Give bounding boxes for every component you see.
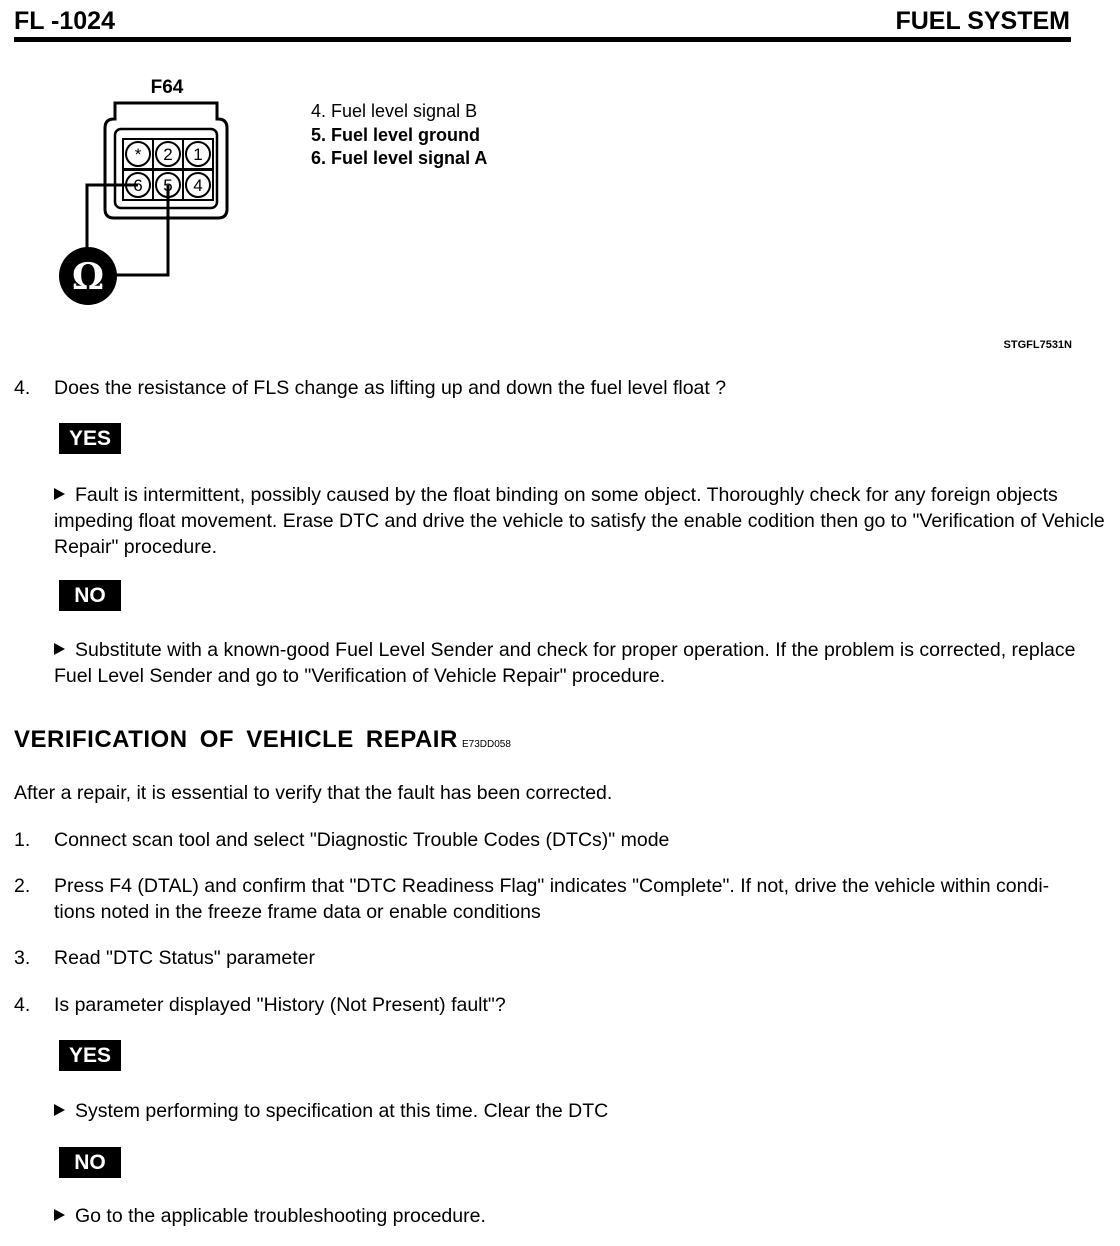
figure-id: STGFL7531N bbox=[1003, 339, 1072, 351]
pin-label: 2 bbox=[163, 145, 173, 164]
no-badge: NO bbox=[59, 580, 121, 611]
no-badge: NO bbox=[59, 1147, 121, 1178]
no-result bbox=[54, 1203, 1106, 1229]
pin-label: 6 bbox=[133, 176, 143, 195]
play-arrow-icon bbox=[54, 1209, 65, 1221]
section-heading: VERIFICATION OF VEHICLE REPAIR bbox=[14, 726, 458, 753]
step-number: 4. bbox=[14, 994, 31, 1016]
step-number: 1. bbox=[14, 829, 31, 851]
step-text: Read "DTC Status" parameter bbox=[54, 947, 315, 969]
section-code: E73DD058 bbox=[462, 739, 511, 750]
pin-label: 1 bbox=[193, 145, 203, 164]
step-number: 2. bbox=[14, 875, 31, 897]
legend-item: 5. Fuel level ground bbox=[311, 125, 481, 145]
no-result-text: Go to the applicable troubleshooting procedure. bbox=[75, 1205, 486, 1227]
yes-result-text: System performing to specification at this time. Clear the DTC bbox=[75, 1100, 609, 1122]
step-number: 3. bbox=[14, 947, 31, 969]
ohm-symbol: Ω bbox=[71, 256, 105, 298]
section-intro: After a repair, it is essential to verify that the fault has been corrected. bbox=[14, 782, 613, 804]
step-text: Connect scan tool and select "Diagnostic Trouble Codes (DTCs)" mode bbox=[54, 829, 670, 851]
yes-badge: YES bbox=[59, 1040, 121, 1071]
step-text: Press F4 (DTAL) and confirm that "DTC Readiness Flag" indicates "Complete". If not, drive the vehicle within condi-tions noted in the freeze frame data or enable conditions bbox=[54, 875, 1050, 923]
yes-badge: YES bbox=[59, 423, 121, 454]
step-number: 4. bbox=[14, 377, 31, 399]
connector-id: F64 bbox=[150, 77, 184, 98]
header-rule bbox=[14, 37, 1071, 42]
step-question: Does the resistance of FLS change as lifting up and down the fuel level float ? bbox=[54, 377, 727, 399]
yes-result bbox=[54, 1098, 1106, 1124]
play-arrow-icon bbox=[54, 643, 65, 655]
yes-result-text: Fault is intermittent, possibly caused by the float binding on some object. Thoroughly check for any foreign objects impeding float movement. Erase DTC and drive the vehicle to satisfy the enable codition then go to "Verification of Vehicle Repair" procedure. bbox=[54, 484, 1105, 558]
play-arrow-icon bbox=[54, 1104, 65, 1116]
pin-label: * bbox=[134, 145, 142, 164]
legend-item: 6. Fuel level signal A bbox=[311, 148, 488, 168]
step-text: Is parameter displayed "History (Not Present) fault"? bbox=[54, 994, 506, 1016]
page-number: FL -1024 bbox=[14, 7, 115, 35]
play-arrow-icon bbox=[54, 488, 65, 500]
section-title: FUEL SYSTEM bbox=[895, 7, 1070, 35]
no-result-text: Substitute with a known-good Fuel Level Sender and check for proper operation. If the problem is corrected, replace Fuel Level Sender and go to "Verification of Vehicle Repair" procedure. bbox=[54, 639, 1076, 687]
pin-label: 5 bbox=[163, 176, 173, 195]
pin-label: 4 bbox=[193, 176, 203, 195]
no-result bbox=[54, 637, 1106, 689]
connector-diagram bbox=[50, 70, 260, 320]
legend-item: 4. Fuel level signal B bbox=[311, 101, 478, 121]
yes-result bbox=[54, 482, 1106, 560]
